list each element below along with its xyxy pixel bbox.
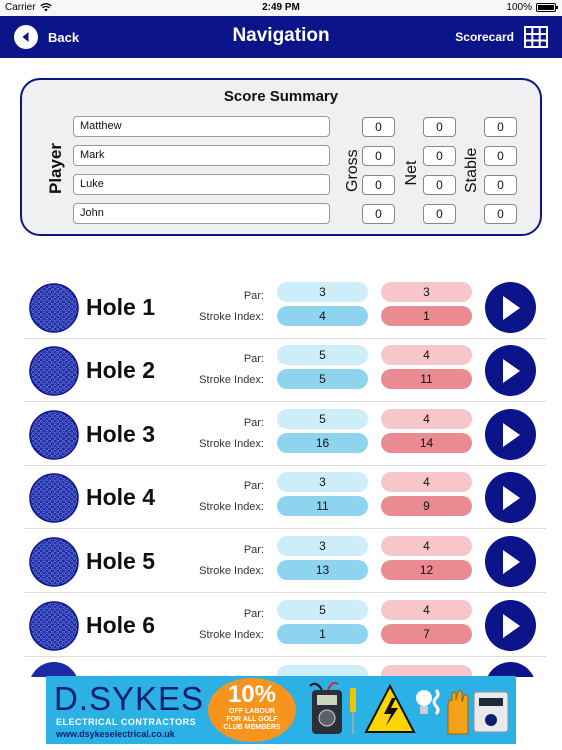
scorecard-button[interactable] bbox=[455, 24, 548, 50]
par-label: Par: bbox=[243, 417, 264, 429]
golf-ball-icon bbox=[29, 283, 79, 333]
stroke-index-value-blue: 4 bbox=[277, 306, 368, 326]
net-score-box: 0 bbox=[423, 146, 456, 166]
hole-row bbox=[24, 595, 546, 657]
ad-brand-name: D.SYKES bbox=[54, 680, 205, 717]
ad-offer-line: CLUB MEMBERS bbox=[223, 724, 281, 731]
stroke-index-value-blue: 5 bbox=[277, 369, 368, 389]
advertisement-banner[interactable] bbox=[46, 676, 516, 744]
scorecard-button-label: Scorecard bbox=[455, 30, 514, 44]
stable-score-box: 0 bbox=[484, 146, 517, 166]
par-label: Par: bbox=[243, 544, 264, 556]
par-value-red: 3 bbox=[381, 282, 472, 302]
golf-ball-icon bbox=[29, 346, 79, 396]
gross-score-box: 0 bbox=[362, 175, 395, 195]
player-name-field[interactable]: Mark bbox=[73, 145, 330, 166]
back-button-label: Back bbox=[48, 29, 80, 45]
par-value-red: 4 bbox=[381, 472, 472, 492]
stroke-index-label: Stroke Index: bbox=[199, 501, 264, 513]
go-to-hole-button[interactable] bbox=[485, 472, 536, 523]
next-hole-row-partial bbox=[24, 661, 546, 677]
stroke-index-label: Stroke Index: bbox=[199, 311, 264, 323]
hole-name: Hole 1 bbox=[86, 294, 156, 320]
battery-percent: 100% bbox=[506, 2, 532, 13]
stable-score-box: 0 bbox=[484, 117, 517, 137]
hole-name: Hole 3 bbox=[86, 421, 156, 447]
carrier-label: Carrier bbox=[5, 2, 36, 13]
hole-row bbox=[24, 404, 546, 466]
gross-score-box: 0 bbox=[362, 146, 395, 166]
hole-name: Hole 5 bbox=[86, 548, 156, 574]
ad-offer-line: FOR ALL GOLF bbox=[226, 716, 278, 723]
net-column-label: Net bbox=[403, 160, 420, 186]
par-value-blue: 5 bbox=[277, 600, 368, 620]
stable-column-label: Stable bbox=[463, 147, 480, 193]
stroke-index-value-red: 12 bbox=[381, 560, 472, 580]
play-arrow-icon bbox=[500, 358, 522, 384]
go-to-hole-button[interactable] bbox=[485, 662, 536, 677]
stroke-index-value-blue: 1 bbox=[277, 624, 368, 644]
hole-name: Hole 4 bbox=[86, 484, 156, 510]
navigation-bar bbox=[0, 16, 562, 58]
play-arrow-icon bbox=[500, 422, 522, 448]
ad-offer-text bbox=[208, 708, 296, 732]
stroke-index-value-red: 1 bbox=[381, 306, 472, 326]
stable-score-box: 0 bbox=[484, 204, 517, 224]
stroke-index-value-red: 7 bbox=[381, 624, 472, 644]
clock: 2:49 PM bbox=[262, 2, 300, 13]
player-name-field[interactable]: John bbox=[73, 203, 330, 224]
stroke-index-value-blue: 16 bbox=[277, 433, 368, 453]
net-score-box: 0 bbox=[423, 117, 456, 137]
back-button[interactable] bbox=[14, 24, 79, 50]
par-value-blue: 3 bbox=[277, 282, 368, 302]
go-to-hole-button[interactable] bbox=[485, 536, 536, 587]
stroke-index-value-red: 11 bbox=[381, 369, 472, 389]
player-name-field[interactable]: Matthew bbox=[73, 116, 330, 137]
hole-row bbox=[24, 531, 546, 593]
player-name-field[interactable]: Luke bbox=[73, 174, 330, 195]
golf-ball-icon bbox=[29, 473, 79, 523]
par-value-red: 4 bbox=[381, 345, 472, 365]
gross-score-box: 0 bbox=[362, 204, 395, 224]
play-arrow-icon bbox=[500, 485, 522, 511]
status-bar bbox=[0, 0, 562, 16]
golf-ball-icon bbox=[29, 410, 79, 460]
gross-column-label: Gross bbox=[344, 149, 361, 192]
golf-ball-icon bbox=[29, 662, 79, 677]
electrical-tools-illustration bbox=[308, 680, 512, 740]
hole-row bbox=[24, 340, 546, 402]
play-arrow-icon bbox=[500, 613, 522, 639]
golf-ball-icon bbox=[29, 537, 79, 587]
net-score-box: 0 bbox=[423, 175, 456, 195]
par-value-blue: 5 bbox=[277, 345, 368, 365]
stroke-index-value-red: 14 bbox=[381, 433, 472, 453]
hole-row bbox=[24, 467, 546, 529]
score-summary-panel bbox=[20, 78, 542, 236]
stroke-index-label: Stroke Index: bbox=[199, 629, 264, 641]
par-value-red: 4 bbox=[381, 536, 472, 556]
par-label: Par: bbox=[243, 290, 264, 302]
stroke-index-label: Stroke Index: bbox=[199, 438, 264, 450]
golf-ball-icon bbox=[29, 601, 79, 651]
stable-score-box: 0 bbox=[484, 175, 517, 195]
page-title: Navigation bbox=[232, 25, 330, 46]
par-value-blue: 5 bbox=[277, 409, 368, 429]
net-score-box: 0 bbox=[423, 204, 456, 224]
par-value-blue: 3 bbox=[277, 536, 368, 556]
battery-icon bbox=[536, 3, 556, 12]
back-arrow-icon bbox=[14, 25, 38, 49]
play-arrow-icon bbox=[500, 549, 522, 575]
par-value-red: 4 bbox=[381, 409, 472, 429]
stroke-index-value-red: 9 bbox=[381, 496, 472, 516]
play-arrow-icon bbox=[500, 295, 522, 321]
ad-offer-badge bbox=[208, 678, 296, 742]
par-label: Par: bbox=[243, 608, 264, 620]
player-column-label: Player bbox=[46, 142, 65, 194]
hole-name: Hole 6 bbox=[86, 612, 156, 638]
stroke-index-label: Stroke Index: bbox=[199, 374, 264, 386]
go-to-hole-button[interactable] bbox=[485, 282, 536, 333]
stroke-index-label: Stroke Index: bbox=[199, 565, 264, 577]
hole-name: Hole 2 bbox=[86, 357, 156, 383]
stroke-index-value-blue: 13 bbox=[277, 560, 368, 580]
par-value-red: 4 bbox=[381, 600, 472, 620]
go-to-hole-button[interactable] bbox=[485, 600, 536, 651]
grid-icon bbox=[524, 26, 548, 48]
par-label: Par: bbox=[243, 480, 264, 492]
ad-subtitle: ELECTRICAL CONTRACTORS bbox=[56, 717, 197, 727]
par-label: Par: bbox=[243, 353, 264, 365]
ad-url: www.dsykeselectrical.co.uk bbox=[56, 729, 175, 739]
gross-score-box: 0 bbox=[362, 117, 395, 137]
par-value-blue: 3 bbox=[277, 472, 368, 492]
ad-offer-percent: 10% bbox=[227, 681, 277, 708]
go-to-hole-button[interactable] bbox=[485, 345, 536, 396]
battery-info bbox=[506, 2, 556, 13]
hole-row bbox=[24, 277, 546, 339]
stroke-index-value-blue: 11 bbox=[277, 496, 368, 516]
go-to-hole-button[interactable] bbox=[485, 409, 536, 460]
ad-offer-line: OFF LABOUR bbox=[229, 708, 275, 715]
score-summary-title: Score Summary bbox=[223, 88, 339, 105]
